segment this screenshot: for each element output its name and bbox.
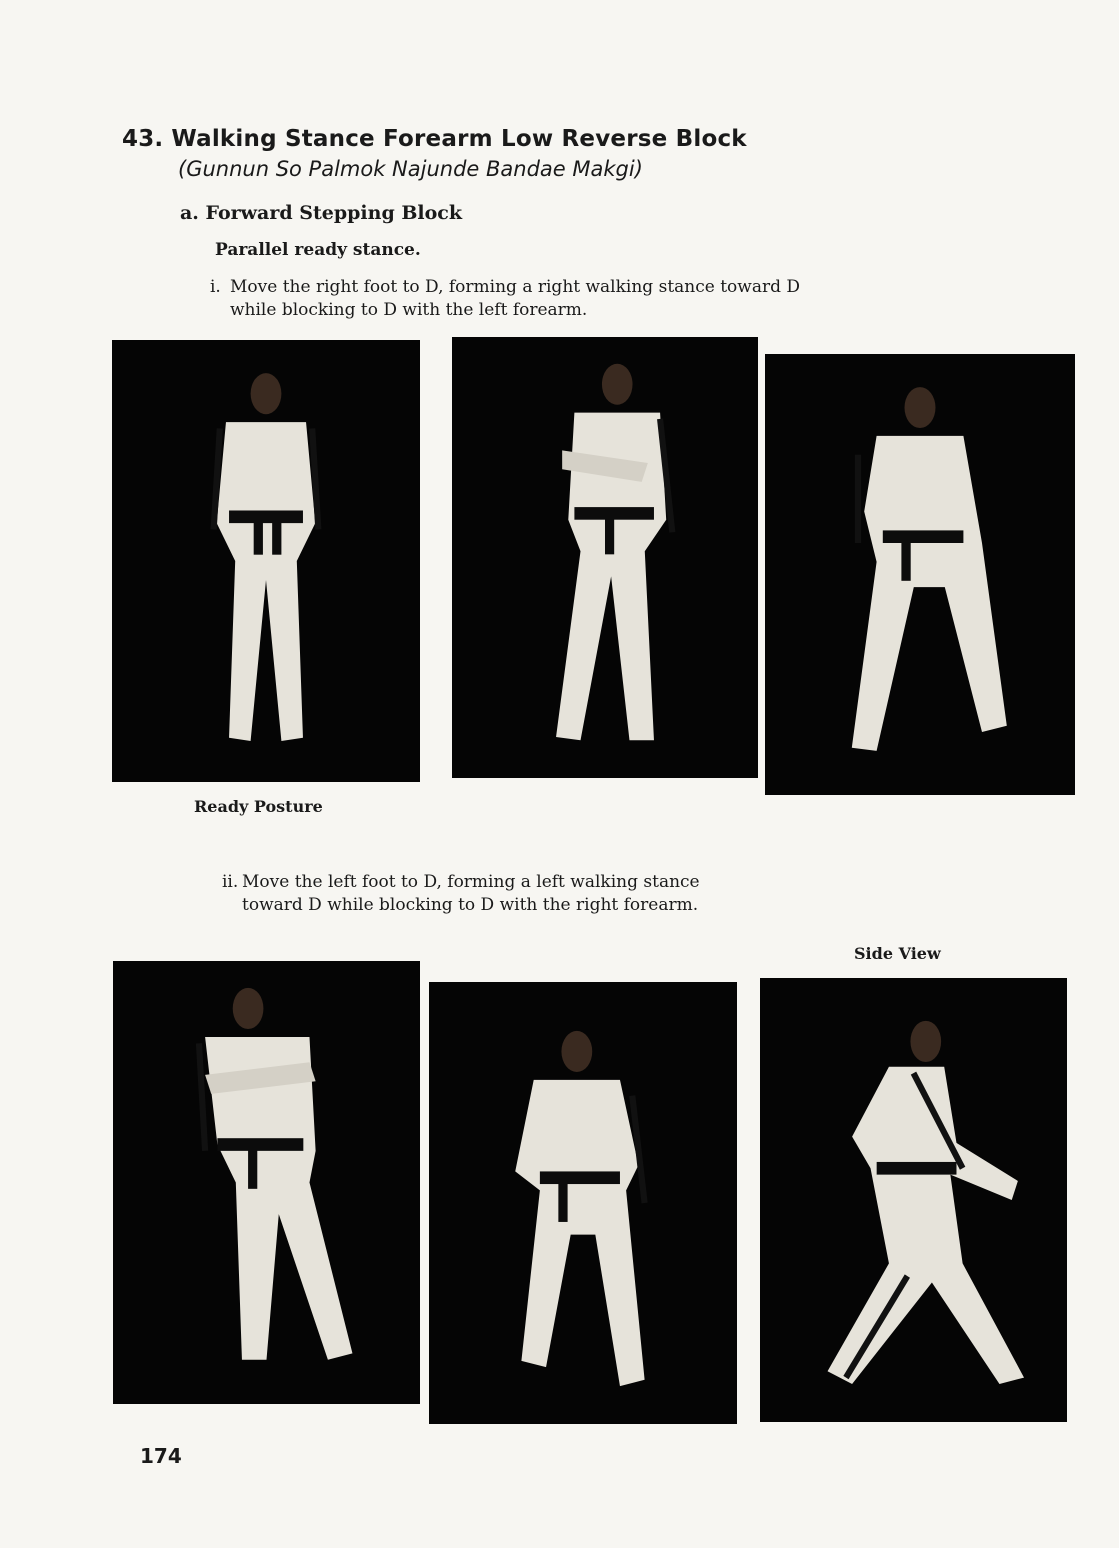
step-marker: i.	[210, 277, 221, 297]
step-i	[210, 276, 970, 322]
photo-step-ii-block	[429, 982, 737, 1424]
step-text-line: toward D while blocking to D with the right forearm.	[242, 895, 699, 915]
step-text-line: Move the left foot to D, forming a left walking stance	[242, 872, 700, 892]
section-number: 43.	[122, 126, 164, 152]
step-ii	[222, 871, 862, 917]
ready-stance-text: Parallel ready stance.	[215, 240, 421, 260]
photo-step-i-prep	[452, 337, 758, 778]
step-text-line: while blocking to D with the left forearm.	[230, 300, 588, 320]
caption-ready-posture: Ready Posture	[194, 797, 323, 816]
caption-side-view: Side View	[854, 944, 941, 963]
subsection-heading: a. Forward Stepping Block	[180, 202, 463, 224]
section-subtitle: (Gunnun So Palmok Najunde Bandae Makgi)	[178, 157, 643, 181]
photo-side-view	[760, 978, 1067, 1422]
photo-step-i-block	[765, 354, 1075, 795]
step-marker: ii.	[222, 872, 239, 892]
section-heading	[122, 126, 747, 152]
section-title: Walking Stance Forearm Low Reverse Block	[171, 126, 747, 152]
photo-step-ii-prep	[113, 961, 420, 1404]
photo-ready-posture	[112, 340, 420, 782]
page-number: 174	[140, 1444, 182, 1468]
step-text-line: Move the right foot to D, forming a right walking stance toward D	[230, 277, 801, 297]
